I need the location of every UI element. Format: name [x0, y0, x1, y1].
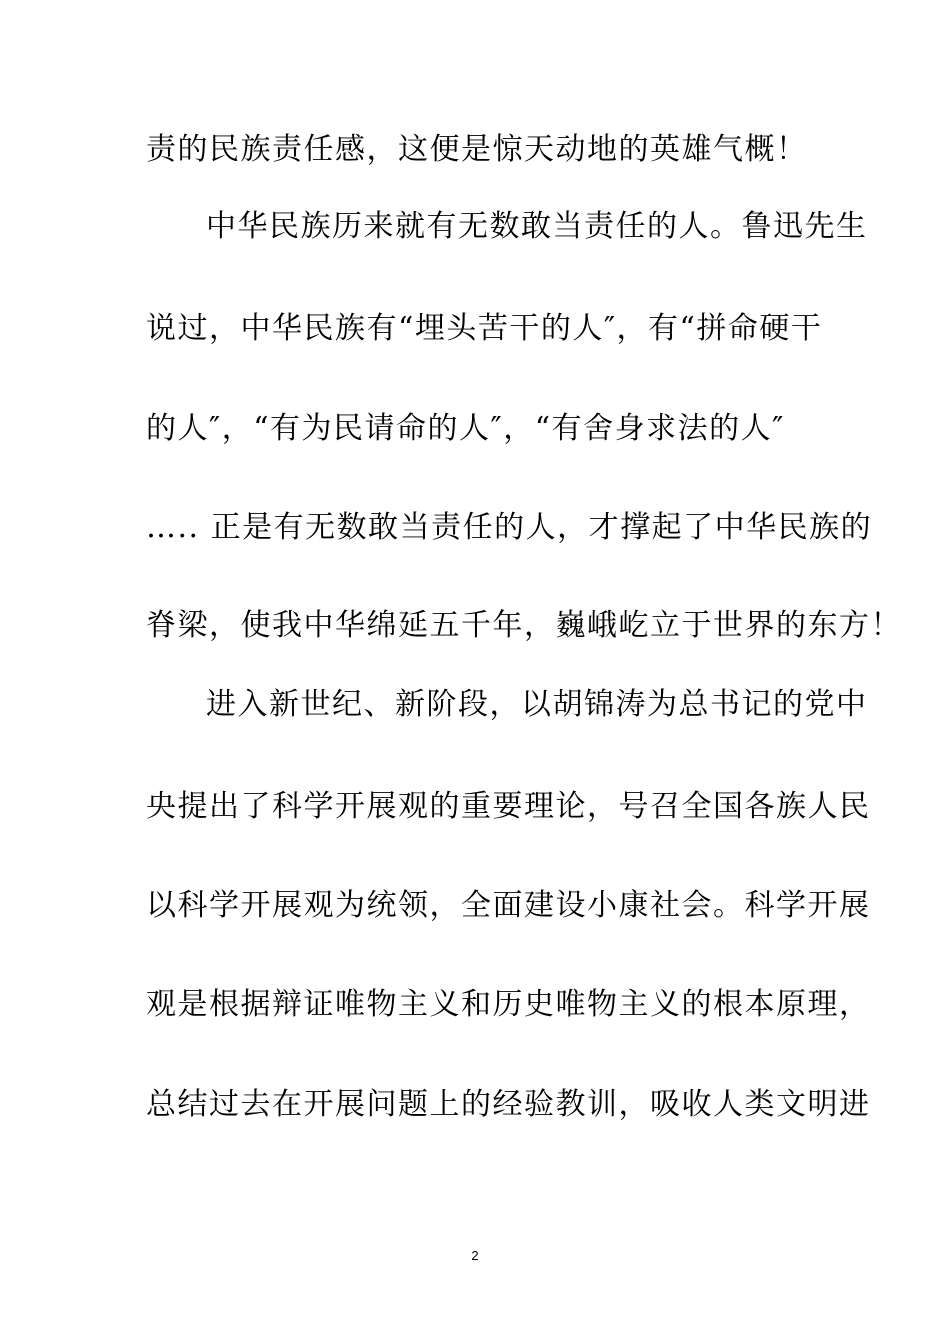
- text-line-3: 说过，中华民族有“埋头苦干的人″，有“拼命硬干: [146, 311, 823, 346]
- text-line-8: 央提出了科学开展观的重要理论，号召全国各族人民: [146, 789, 871, 824]
- text-line-6: 脊梁，使我中华绵延五千年，巍峨屹立于世界的东方！: [146, 608, 902, 643]
- paragraph-start-line-2: 中华民族历来就有无数敢当责任的人。鲁迅先生: [206, 209, 868, 244]
- text-line-10: 观是根据辩证唯物主义和历史唯物主义的根本原理，: [146, 987, 871, 1022]
- paragraph-start-line-7: 进入新世纪、新阶段，以胡锦涛为总书记的党中: [206, 687, 868, 722]
- text-line-11: 总结过去在开展问题上的经验教训，吸收人类文明进: [146, 1087, 871, 1122]
- text-line-9: 以科学开展观为统领，全面建设小康社会。科学开展: [146, 888, 871, 923]
- text-line-5: ….. 正是有无数敢当责任的人，才撑起了中华民族的: [146, 510, 873, 545]
- text-line-1: 责的民族责任感，这便是惊天动地的英雄气概！: [146, 132, 808, 167]
- page-number: 2: [471, 1248, 479, 1263]
- text-line-4: 的人″，“有为民请命的人″，“有舍身求法的人″: [146, 411, 785, 446]
